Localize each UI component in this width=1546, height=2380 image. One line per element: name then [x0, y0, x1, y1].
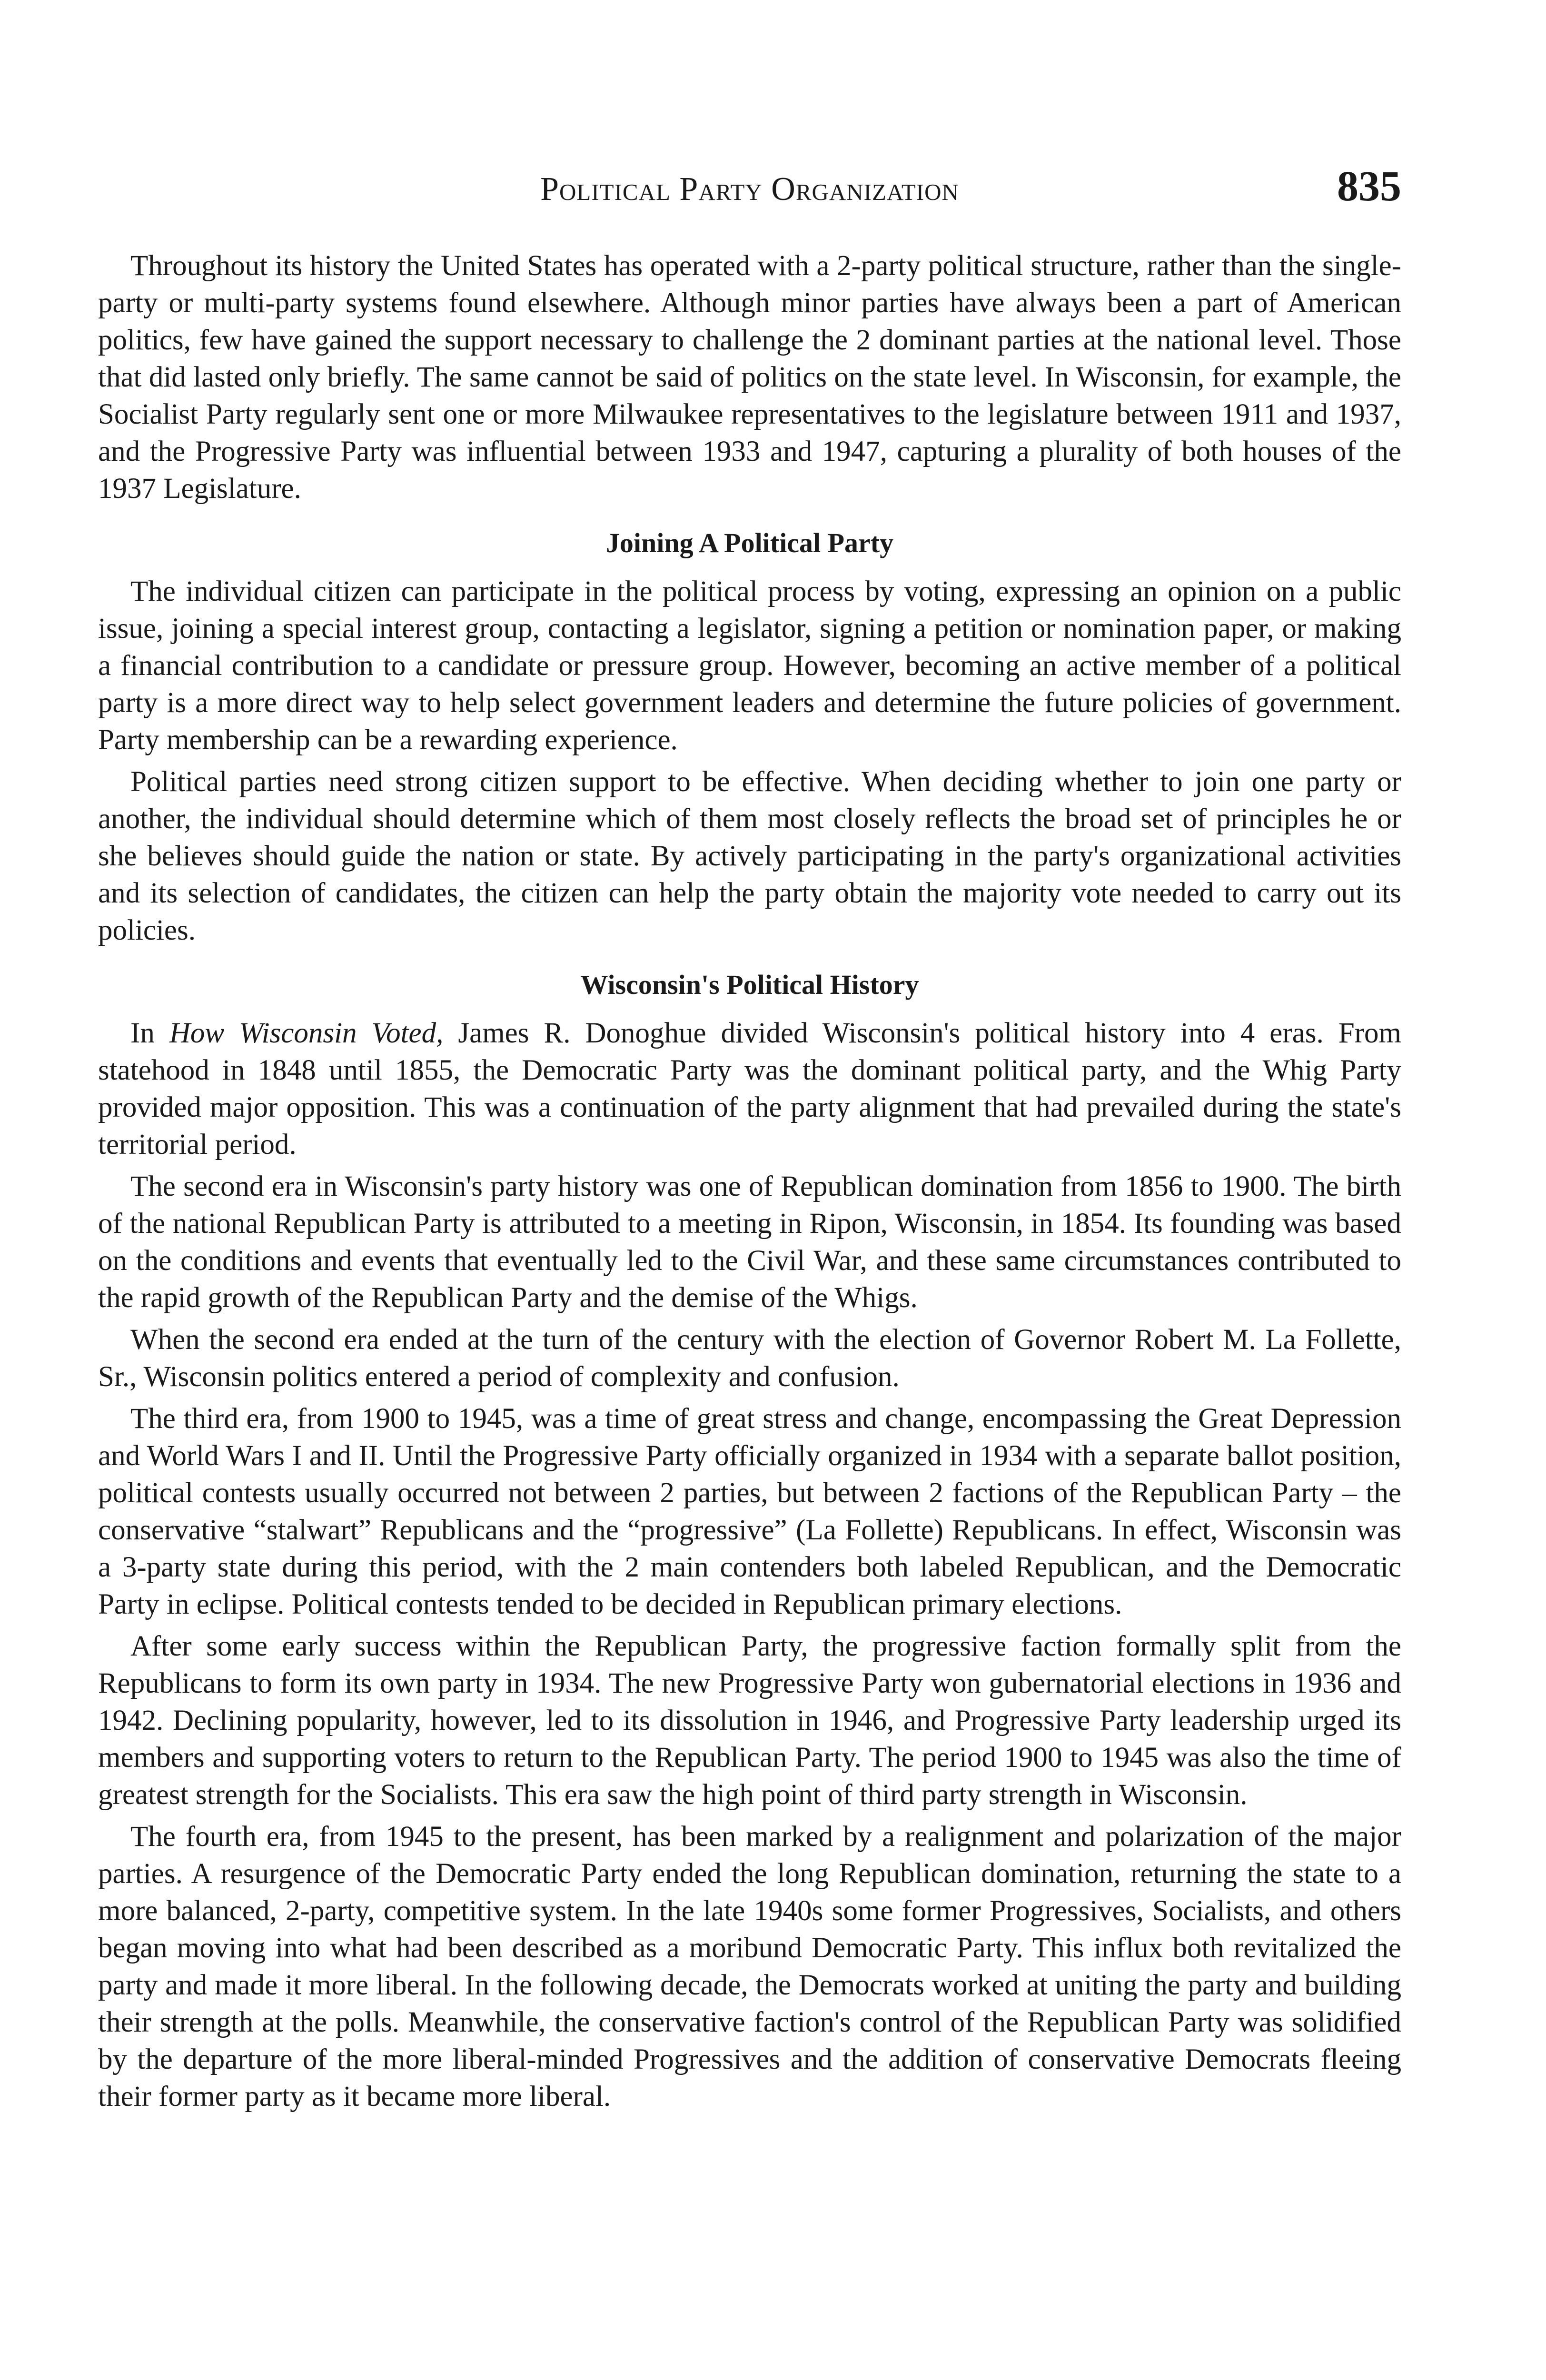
section-heading-history: Wisconsin's Political History [580, 969, 919, 1000]
history-paragraph-4: The third era, from 1900 to 1945, was a time of great stress and change, encompassing the Great Depression and World Wars I and II. Until the Progressive Party officially organized in 1934 with a separate ballot position, political contests usually occurred not between 2 parties, but between 2 factions of the Republican Party – the conservative “stalwart” Republicans and the “progressive” (La Follette) Republicans. In effect, Wisconsin was a 3-party state during this period, with the 2 main contenders both labeled Republican, and the Democratic Party in eclipse. Political contests tended to be decided in Republican primary elections. [98, 1403, 1401, 1620]
history-paragraph-6: The fourth era, from 1945 to the present, has been marked by a realignment and polarization of the major parties. A resurgence of the Democratic Party ended the long Republican domination, returning the state to a more balanced, 2-party, competitive system. In the late 1940s some former Progressives, Socialists, and others began moving into what had been described as a moribund Democratic Party. This influx both revitalized the party and made it more liberal. In the following decade, the Democrats worked at uniting the party and building their strength at the polls. Meanwhile, the conservative faction's control of the Republican Party was solidified by the departure of the more liberal-minded Progressives and the addition of conservative Democrats fleeing their former party as it became more liberal. [98, 1821, 1401, 2112]
history-p1-prefix: In [130, 1017, 169, 1049]
history-paragraph-1 [98, 1015, 1401, 1163]
running-title: Political Party Organization [540, 171, 959, 208]
document-page [98, 162, 1401, 2120]
history-p1-rest: James R. Donoghue divided Wisconsin's political history into 4 eras. From statehood in 1848 until 1855, the Democratic Party was the dominant political party, and the Whig Party provided major opposition. This was a continuation of the party alignment that had prevailed during the state's territorial period. [98, 1017, 1401, 1160]
intro-paragraph: Throughout its history the United States has operated with a 2-party political structure, rather than the single-party or multi-party systems found elsewhere. Although minor parties have always been a part of American politics, few have gained the support necessary to challenge the 2 dominant parties at the national level. Those that did lasted only briefly. The same cannot be said of politics on the state level. In Wisconsin, for example, the Socialist Party regularly sent one or more Milwaukee representatives to the legislature between 1911 and 1937, and the Progressive Party was influential between 1933 and 1947, capturing a plurality of both houses of the 1937 Legislature. [98, 250, 1401, 505]
history-paragraph-5: After some early success within the Republican Party, the progressive faction formally split from the Republicans to form its own party in 1934. The new Progressive Party won gubernatorial elections in 1936 and 1942. Declining popularity, however, led to its dissolution in 1946, and Progressive Party leadership urged its members and supporting voters to return to the Republican Party. The period 1900 to 1945 was also the time of greatest strength for the Socialists. This era saw the high point of third party strength in Wisconsin. [98, 1630, 1401, 1811]
joining-paragraph-1: The individual citizen can participate in the political process by voting, expressing an opinion on a public issue, joining a special interest group, contacting a legislator, signing a petition or nomination paper, or making a financial contribution to a candidate or pressure group. However, becoming an active member of a political party is a more direct way to help select government leaders and determine the future policies of government. Party membership can be a rewarding experience. [98, 575, 1401, 756]
history-paragraph-3: When the second era ended at the turn of the century with the election of Governor Robert M. La Follette, Sr., Wisconsin politics entered a period of complexity and confusion. [98, 1324, 1401, 1393]
joining-paragraph-2: Political parties need strong citizen support to be effective. When deciding whether to join one party or another, the individual should determine which of them most closely reflects the broad set of principles he or she believes should guide the nation or state. By actively participating in the party's organizational activities and its selection of candidates, the citizen can help the party obtain the majority vote needed to carry out its policies. [98, 766, 1401, 946]
history-paragraph-2: The second era in Wisconsin's party history was one of Republican domination from 1856 to 1900. The birth of the national Republican Party is attributed to a meeting in Ripon, Wisconsin, in 1854. Its founding was based on the conditions and events that eventually led to the Civil War, and these same circumstances contributed to the rapid growth of the Republican Party and the demise of the Whigs. [98, 1170, 1401, 1314]
running-head [98, 162, 1401, 219]
page-number: 835 [1337, 163, 1401, 210]
book-title: How Wisconsin Voted, [169, 1017, 444, 1049]
section-heading-joining: Joining A Political Party [605, 527, 894, 558]
